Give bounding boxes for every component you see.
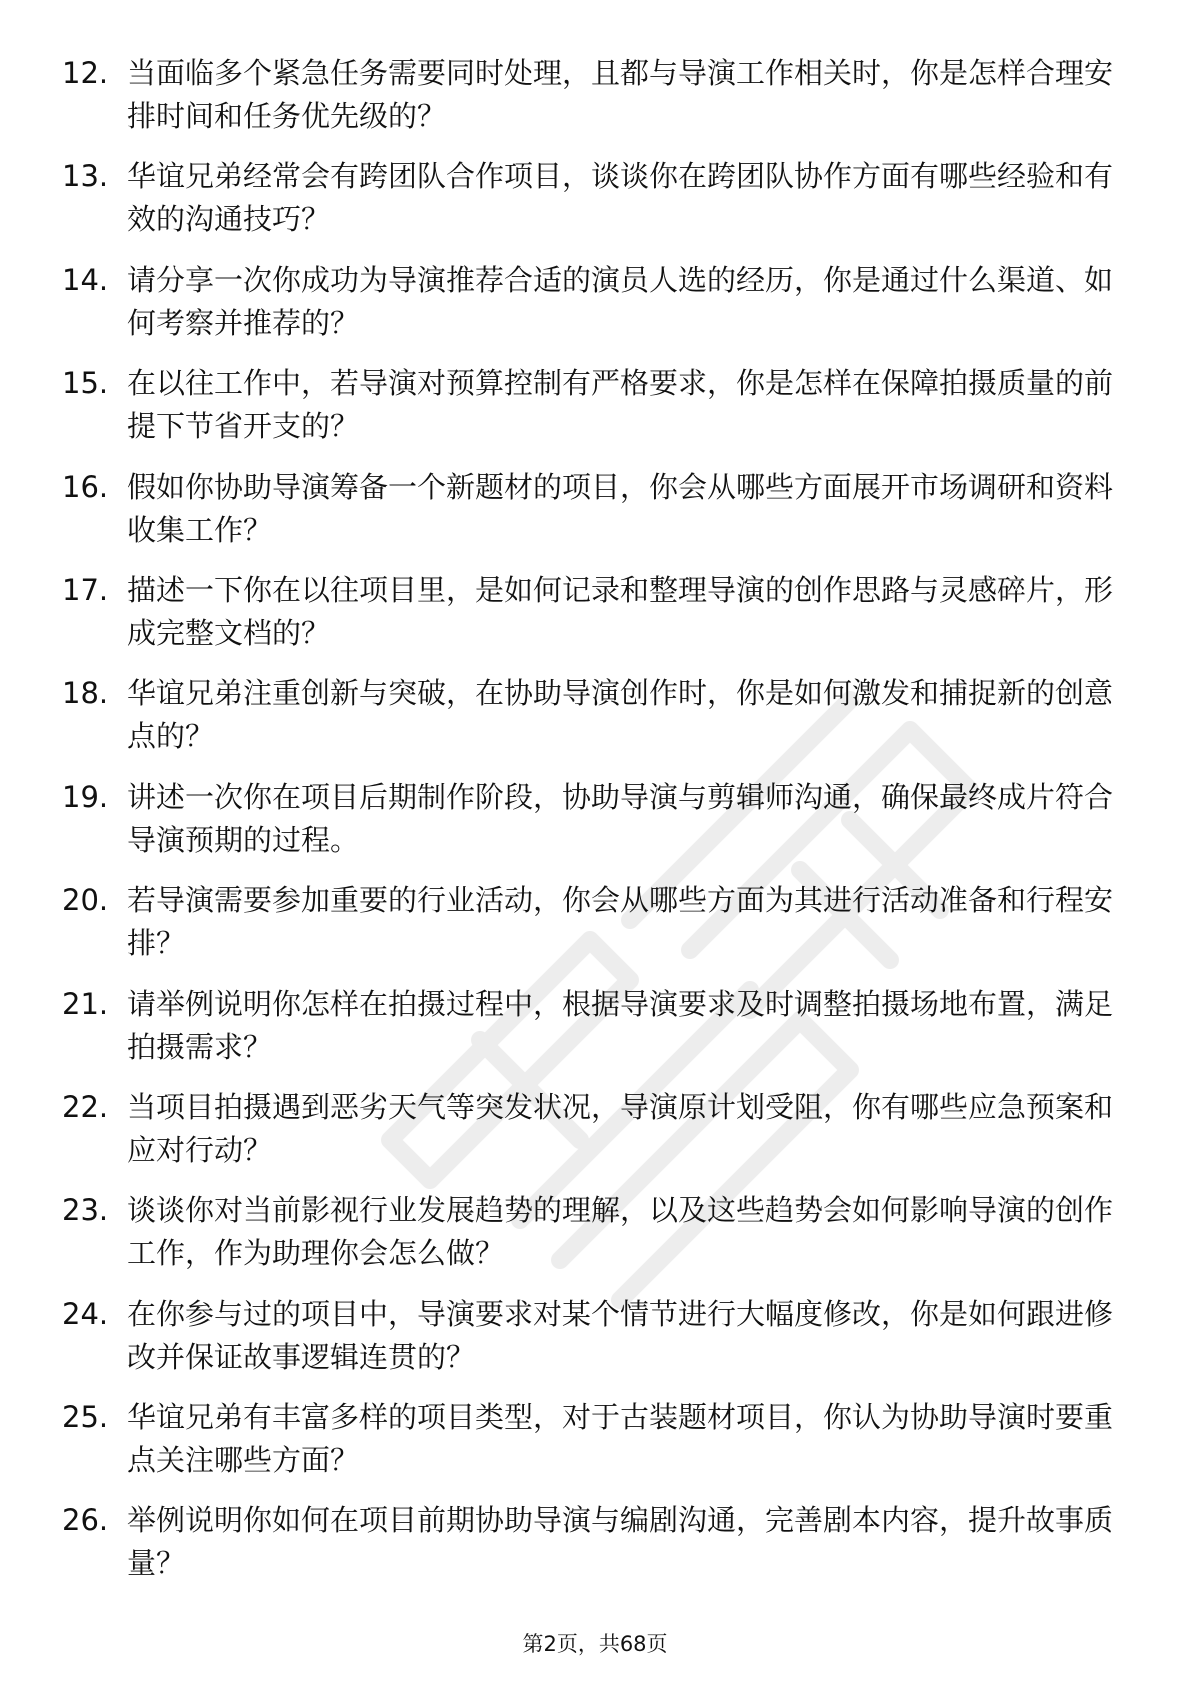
question-number: 20. [62, 883, 109, 918]
question-text: 请分享一次你成功为导演推荐合适的演员人选的经历，你是通过什么渠道、如何考察并推荐的？ [127, 262, 1114, 340]
question-text: 在以往工作中，若导演对预算控制有严格要求，你是怎样在保障拍摄质量的前提下节省开支的？ [127, 366, 1114, 444]
question-number: 14. [62, 262, 109, 297]
question-text: 在你参与过的项目中，导演要求对某个情节进行大幅度修改，你是如何跟进修改并保证故事逻辑连贯的？ [127, 1296, 1114, 1374]
page-number-label: 第2页，共68页 [522, 1632, 668, 1656]
question-text: 谈谈你对当前影视行业发展趋势的理解，以及这些趋势会如何影响导演的创作工作，作为助理你会怎么做？ [127, 1193, 1114, 1271]
question-item [0, 879, 1190, 965]
question-text: 华谊兄弟注重创新与突破，在协助导演创作时，你是如何激发和捕捉新的创意点的？ [127, 676, 1114, 754]
question-text: 描述一下你在以往项目里，是如何记录和整理导演的创作思路与灵感碎片，形成完整文档的？ [127, 572, 1114, 650]
question-number: 12. [62, 56, 109, 90]
question-text: 举例说明你如何在项目前期协助导演与编剧沟通，完善剧本内容，提升故事质量？ [127, 1503, 1114, 1581]
question-text: 讲述一次你在项目后期制作阶段，协助导演与剪辑师沟通，确保最终成片符合导演预期的过程。 [127, 779, 1114, 857]
question-number: 26. [62, 1503, 109, 1538]
question-item [0, 466, 1190, 552]
question-item [0, 52, 1190, 138]
question-item [0, 1396, 1190, 1482]
page-footer [0, 1629, 1190, 1659]
question-number: 23. [62, 1193, 109, 1228]
question-number: 18. [62, 676, 109, 711]
question-item [0, 155, 1190, 241]
question-item [0, 776, 1190, 862]
question-number: 17. [62, 572, 109, 607]
question-item [0, 1086, 1190, 1172]
question-text: 当面临多个紧急任务需要同时处理，且都与导演工作相关时，你是怎样合理安排时间和任务优先级的？ [127, 56, 1114, 133]
question-number: 16. [62, 469, 109, 504]
question-item [0, 1293, 1190, 1379]
question-item [0, 569, 1190, 655]
question-number: 13. [62, 159, 109, 194]
question-text: 华谊兄弟经常会有跨团队合作项目，谈谈你在跨团队协作方面有哪些经验和有效的沟通技巧？ [127, 159, 1114, 237]
question-text: 华谊兄弟有丰富多样的项目类型，对于古装题材项目，你认为协助导演时要重点关注哪些方面？ [127, 1400, 1114, 1478]
question-list [0, 52, 1190, 1603]
question-number: 19. [62, 779, 109, 814]
question-text: 若导演需要参加重要的行业活动，你会从哪些方面为其进行活动准备和行程安排？ [127, 883, 1114, 961]
question-number: 24. [62, 1296, 109, 1331]
question-number: 21. [62, 986, 109, 1021]
question-text: 请举例说明你怎样在拍摄过程中，根据导演要求及时调整拍摄场地布置，满足拍摄需求？ [127, 986, 1114, 1064]
question-item [0, 1189, 1190, 1275]
question-item [0, 259, 1190, 345]
question-number: 25. [62, 1400, 109, 1435]
question-text: 假如你协助导演筹备一个新题材的项目，你会从哪些方面展开市场调研和资料收集工作？ [127, 469, 1114, 547]
question-item [0, 672, 1190, 758]
question-text: 当项目拍摄遇到恶劣天气等突发状况，导演原计划受阻，你有哪些应急预案和应对行动？ [127, 1089, 1114, 1167]
question-item [0, 1499, 1190, 1585]
question-item [0, 362, 1190, 448]
question-number: 22. [62, 1089, 109, 1124]
question-number: 15. [62, 366, 109, 401]
question-item [0, 983, 1190, 1069]
